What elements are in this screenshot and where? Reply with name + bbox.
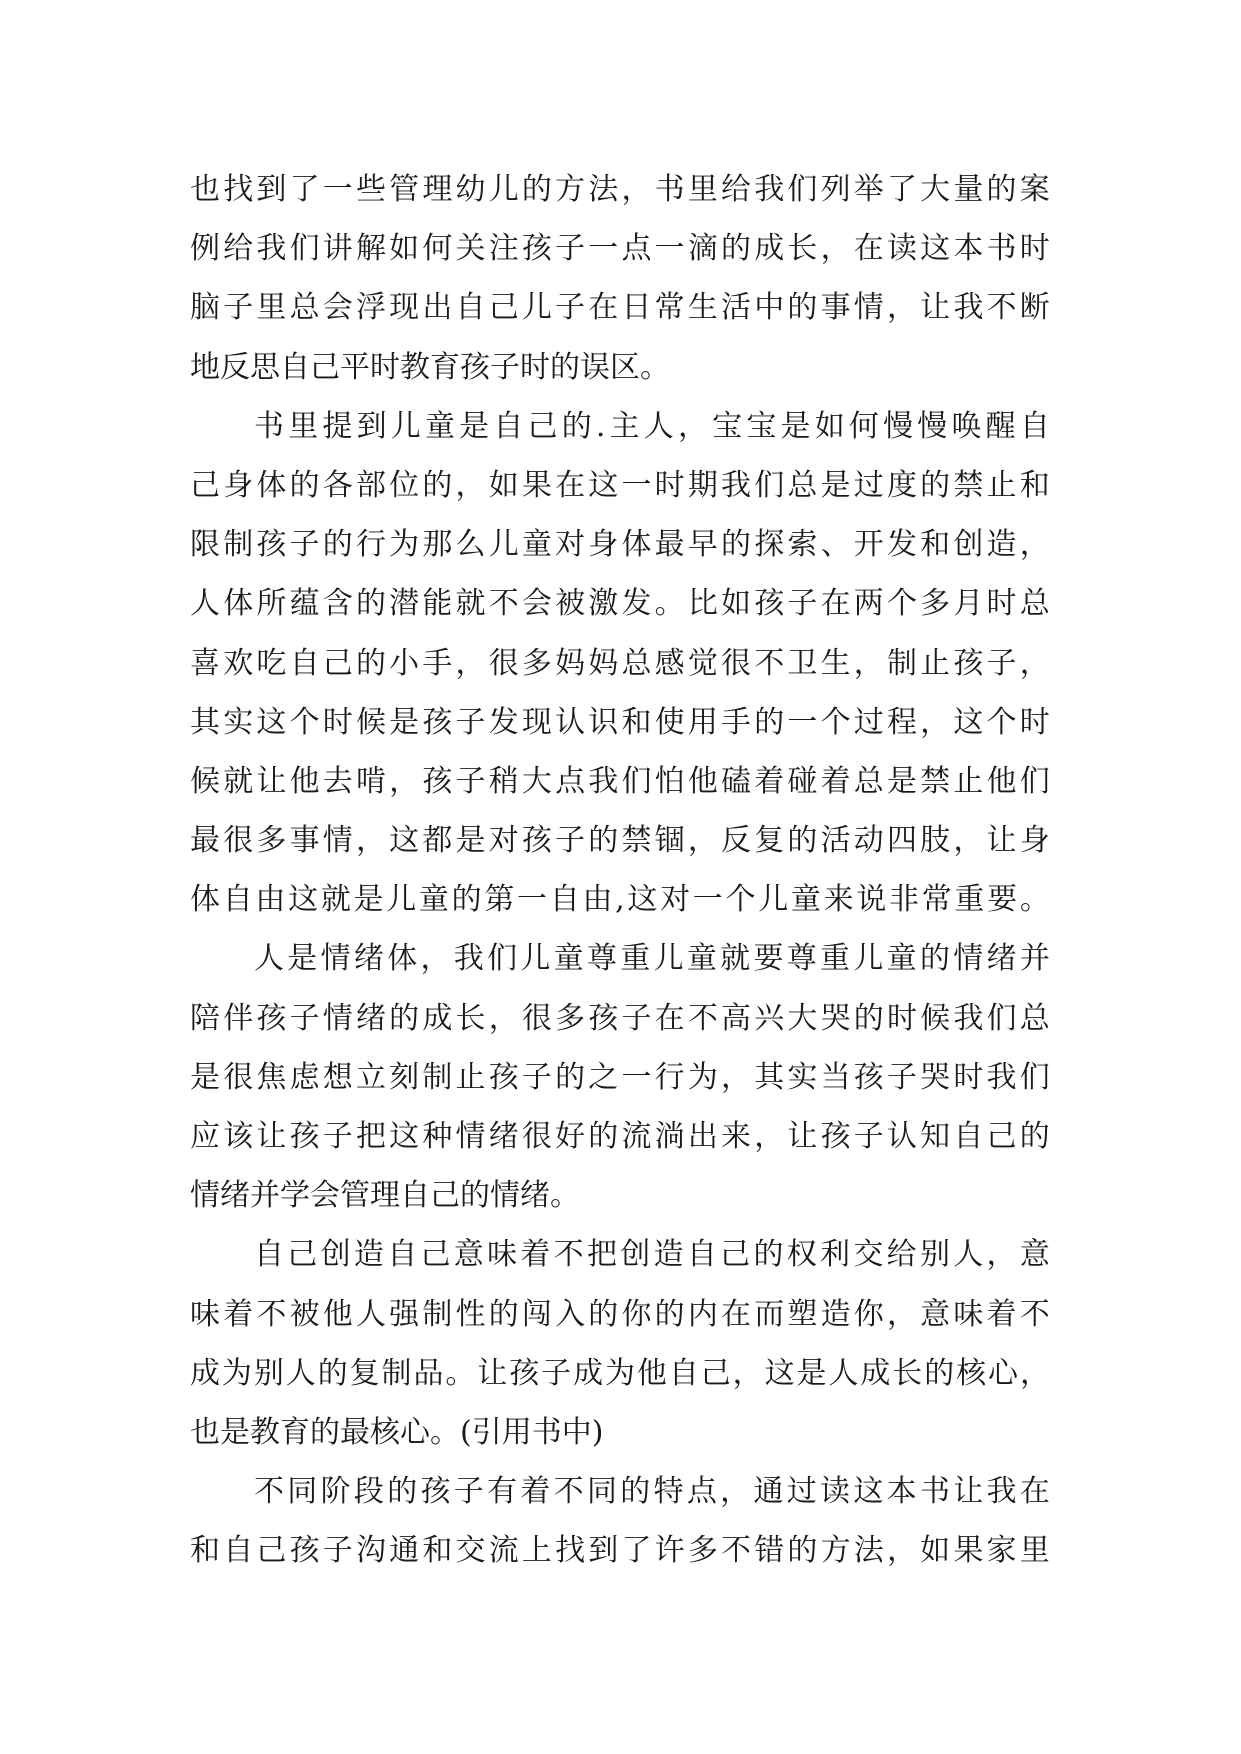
text-line: 成 为 别 人 的 复 制 品 。 让 孩 子 成 为 他 自 己 ， 这 是 人 成 长 的 核 心 ， [190,1355,1050,1391]
text-line: 是 很 焦 虑 想 立 刻 制 止 孩 子 的 之 一 行 为 ， 其 实 当 孩 子 哭 时 我 们 [190,1059,1050,1095]
text-line: 其 实 这 个 时 候 是 孩 子 发 现 认 识 和 使 用 手 的 一 个 过 程 ， 这 个 时 [190,704,1050,740]
text-line: 应 该 让 孩 子 把 这 种 情 绪 很 好 的 流 淌 出 来 ， 让 孩 子 认 知 自 己 的 [190,1119,1050,1154]
text-line: 喜 欢 吃 自 己 的 小 手 ， 很 多 妈 妈 总 感 觉 很 不 卫 生 ， 制 止 孩 子 ， [190,645,1050,681]
text-line: 和 自 己 孩 子 沟 通 和 交 流 上 找 到 了 许 多 不 错 的 方 法 ， 如 果 家 里 [190,1533,1050,1569]
text-line: 最 很 多 事 情 ， 这 都 是 对 孩 子 的 禁 锢 ， 反 复 的 活 动 四 肢 ， 让 身 [190,823,1050,859]
text-line: 例 给 我 们 讲 解 如 何 关 注 孩 子 一 点 一 滴 的 成 长 ， 在 读 这 本 书 时 [190,231,1050,267]
text-line: 己 身 体 的 各 部 位 的 ， 如 果 在 这 一 时 期 我 们 总 是 过 度 的 禁 止 和 [190,467,1050,503]
text-line: 候 就 让 他 去 啃 ， 孩 子 稍 大 点 我 们 怕 他 磕 着 碰 着 总 是 禁 止 他 们 [190,763,1050,799]
text-line: 限 制 孩 子 的 行 为 那 么 儿 童 对 身 体 最 早 的 探 索 、 开 发 和 创 造 ， [190,527,1050,563]
text-line: 体 自 由 这 就 是 儿 童 的 第 一 自 由 , 这 对 一 个 儿 童 来 说 非 常 重 要 。 [190,882,1050,918]
text-line: 味 着 不 被 他 人 强 制 性 的 闯 入 的 你 的 内 在 而 塑 造 你 ， 意 味 着 不 [190,1296,1050,1332]
text-line: 不 同 阶 段 的 孩 子 有 着 不 同 的 特 点 ， 通 过 读 这 本 书 让 我 在 [254,1474,1050,1510]
text-line: 情绪并学会管理自己的情绪。 [190,1178,580,1214]
text-line: 也 找 到 了 一 些 管 理 幼 儿 的 方 法 ， 书 里 给 我 们 列 举 了 大 量 的 案 [190,172,1050,207]
text-line: 人 是 情 绪 体 ， 我 们 儿 童 尊 重 儿 童 就 要 尊 重 儿 童 的 情 绪 并 [254,941,1050,977]
text-line: 书 里 提 到 儿 童 是 自 己 的 . 主 人 ， 宝 宝 是 如 何 慢 慢 唤 醒 自 [254,408,1050,444]
text-line: 也是教育的最核心。(引用书中) [190,1414,604,1450]
text-line: 人 体 所 蕴 含 的 潜 能 就 不 会 被 激 发 。 比 如 孩 子 在 两 个 多 月 时 总 [190,586,1050,622]
text-line: 地反思自己平时教育孩子时的误区。 [190,349,670,385]
text-line: 脑 子 里 总 会 浮 现 出 自 己 儿 子 在 日 常 生 活 中 的 事 情 ， 让 我 不 断 [190,290,1050,326]
text-line: 陪 伴 孩 子 情 绪 的 成 长 ， 很 多 孩 子 在 不 高 兴 大 哭 的 时 候 我 们 总 [190,1000,1050,1036]
text-line: 自 己 创 造 自 己 意 味 着 不 把 创 造 自 己 的 权 利 交 给 别 人 ， 意 [254,1237,1050,1273]
body-text [190,160,1050,1581]
